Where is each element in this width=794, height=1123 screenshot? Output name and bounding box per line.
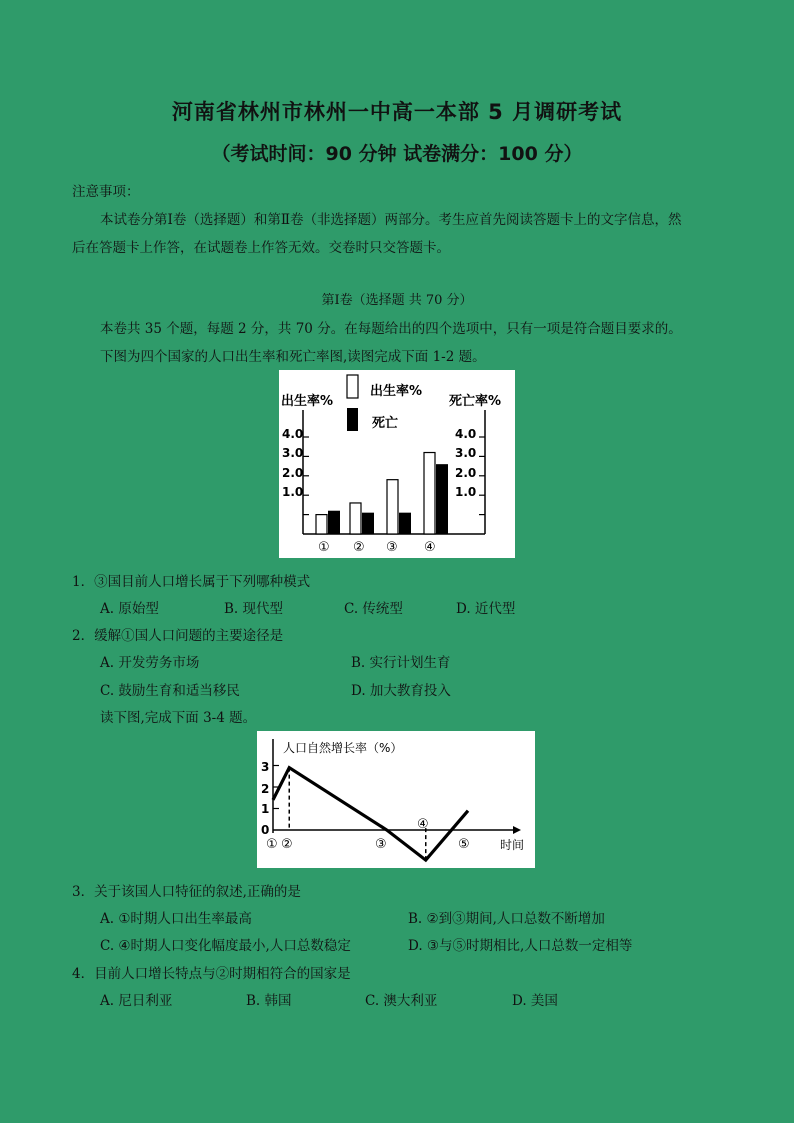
figure-2-intro: 读下图,完成下面 3-4 题。	[100, 710, 257, 726]
x-axis-label: 时间	[500, 838, 525, 852]
category-1-label: ①	[318, 540, 330, 555]
right-tick-3: 3.0	[455, 446, 477, 460]
left-tick-4: 4.0	[282, 427, 304, 441]
legend-birth-label: 出生率%	[370, 384, 423, 399]
exam-title: 河南省林州市林州一中高一本部 5 月调研考试	[171, 100, 623, 124]
q4-option-a: A. 尼日利亚	[100, 993, 173, 1009]
q1-option-b: B. 现代型	[224, 601, 284, 617]
q2-option-c: C. 鼓励生育和适当移民	[100, 683, 240, 699]
q2-option-a: A. 开发劳务市场	[100, 655, 200, 671]
q3-option-b: B. ②到③期间,人口总数不断增加	[408, 911, 605, 927]
q3-option-d: D. ③与⑤时期相比,人口总数一定相等	[408, 938, 633, 954]
q1-option-d: D. 近代型	[456, 601, 516, 617]
q3-option-a: A. ①时期人口出生率最高	[100, 911, 252, 927]
q4-option-b: B. 韩国	[246, 993, 292, 1009]
birth-rate-bar	[316, 515, 327, 534]
right-tick-2: 2.0	[455, 466, 477, 480]
birth-death-rate-chart	[279, 370, 515, 558]
y-tick-3: 3	[261, 760, 270, 774]
right-tick-1: 1.0	[455, 485, 477, 499]
death-rate-bar	[399, 513, 411, 534]
time-mark-1: ①	[266, 837, 278, 852]
figure-1-intro: 下图为四个国家的人口出生率和死亡率图,读图完成下面 1-2 题。	[100, 349, 486, 365]
category-4-label: ④	[424, 540, 436, 555]
time-mark-4: ④	[417, 817, 429, 832]
q1-option-a: A. 原始型	[100, 601, 159, 617]
section-intro: 本卷共 35 个题，每题 2 分，共 70 分。在每题给出的四个选项中，只有一项是符合题目要求的。	[100, 321, 682, 337]
right-tick-4: 4.0	[455, 427, 477, 441]
q1-option-c: C. 传统型	[344, 601, 403, 617]
death-rate-bar	[328, 511, 340, 534]
notice-label: 注意事项：	[72, 184, 140, 200]
q2-stem: 2．缓解①国人口问题的主要途径是	[72, 628, 284, 644]
legend-death-swatch	[347, 408, 358, 431]
q3-option-c: C. ④时期人口变化幅度最小,人口总数稳定	[100, 938, 351, 954]
death-rate-bar	[362, 513, 374, 534]
y-tick-1: 1	[261, 802, 270, 816]
x-axis-arrow	[513, 826, 521, 834]
q3-stem: 3．关于该国人口特征的叙述,正确的是	[72, 884, 301, 900]
left-tick-1: 1.0	[282, 485, 304, 499]
exam-subtitle: （考试时间：90 分钟 试卷满分：100 分）	[211, 143, 583, 165]
q4-option-c: C. 澳大利亚	[365, 993, 438, 1009]
y-tick-2: 2	[261, 782, 270, 796]
notice-line-2: 后在答题卡上作答，在试题卷上作答无效。交卷时只交答题卡。	[72, 240, 450, 256]
death-rate-bar	[436, 464, 448, 534]
time-mark-5: ⑤	[458, 837, 470, 852]
category-2-label: ②	[353, 540, 365, 555]
birth-rate-bar	[350, 503, 361, 534]
time-mark-2: ②	[281, 837, 293, 852]
birth-rate-bar	[424, 453, 435, 534]
growth-rate-line	[273, 768, 468, 860]
y-tick-0: 0	[261, 823, 270, 837]
q4-option-d: D. 美国	[512, 993, 558, 1009]
natural-growth-rate-chart	[257, 731, 535, 868]
q4-stem: 4．目前人口增长特点与②时期相符合的国家是	[72, 966, 351, 982]
birth-rate-bar	[387, 480, 398, 534]
time-mark-3: ③	[375, 837, 387, 852]
legend-birth-swatch	[347, 375, 358, 398]
left-tick-3: 3.0	[282, 446, 304, 460]
category-3-label: ③	[386, 540, 398, 555]
left-tick-2: 2.0	[282, 466, 304, 480]
chart-title: 人口自然增长率（%）	[283, 741, 403, 755]
section-title: 第Ⅰ卷（选择题 共 70 分）	[321, 293, 473, 308]
q2-option-b: B. 实行计划生育	[351, 655, 451, 671]
notice-line-1: 本试卷分第Ⅰ卷（选择题）和第Ⅱ卷（非选择题）两部分。考生应首先阅读答题卡上的文字信息，然	[100, 212, 682, 228]
q2-option-d: D. 加大教育投入	[351, 683, 451, 699]
legend-death-label: 死亡	[372, 416, 399, 431]
right-axis-label: 死亡率%	[449, 394, 502, 409]
q1-stem: 1．③国目前人口增长属于下列哪种模式	[72, 574, 311, 590]
left-axis-label: 出生率%	[281, 394, 334, 409]
